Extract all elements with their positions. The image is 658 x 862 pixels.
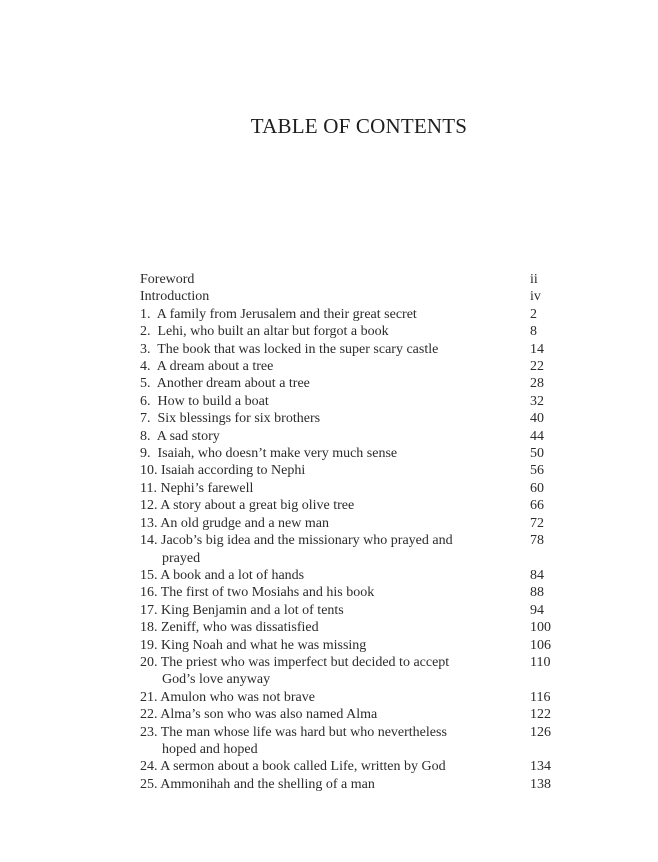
toc-entry (140, 288, 558, 305)
toc-entry-number: 22. (140, 707, 161, 723)
toc-entry-title: Amulon who was not brave (160, 689, 315, 705)
toc-entry-number: 14. (140, 533, 161, 549)
toc-entry-title: The first of two Mosiahs and his book (160, 585, 375, 601)
toc-entry-title-continued: prayed (162, 550, 201, 566)
toc-entry (140, 776, 558, 793)
toc-entry-number: 10. (140, 463, 161, 479)
toc-entry-number: 7. (140, 411, 158, 427)
toc-entry-title: The priest who was imperfect but decided to accept (160, 654, 450, 670)
toc-entry-title: Introduction (140, 289, 210, 305)
toc-entry-number: 19. (140, 637, 161, 653)
toc-entry-page-number: 88 (530, 585, 544, 601)
toc-entry-page-number: 100 (530, 620, 551, 636)
toc-entry-title: Jacob’s big idea and the missionary who prayed and (161, 533, 453, 549)
toc-entry (140, 602, 558, 619)
toc-entry-page-number: 50 (530, 446, 544, 462)
toc-entry (140, 532, 558, 567)
toc-entry-title: Lehi, who built an altar but forgot a book (157, 324, 389, 340)
toc-entry-number: 3. (140, 341, 158, 357)
toc-entry-page-number: 94 (530, 602, 544, 618)
toc-entry-page-number: 126 (530, 724, 551, 740)
toc-entry-number: 24. (140, 759, 161, 775)
toc-entry (140, 619, 558, 636)
toc-entry-page-number: 134 (530, 759, 551, 775)
toc-entry-title-continued: God’s love anyway (162, 672, 271, 688)
toc-entry-page-number: 28 (530, 376, 544, 392)
toc-entry-page-number: 22 (530, 359, 544, 375)
toc-entry-page-number: 106 (530, 637, 551, 653)
toc-entry-number: 5. (140, 376, 157, 392)
toc-entry (140, 428, 558, 445)
toc-entry-title: A story about a great big olive tree (160, 498, 355, 514)
toc-entry (140, 271, 558, 288)
toc-entry-number: 13. (140, 515, 161, 531)
toc-entry-number: 12. (140, 498, 161, 514)
toc-entry (140, 637, 558, 654)
toc-entry-page-number: 84 (530, 567, 544, 583)
toc-entry-title: A family from Jerusalem and their great secret (156, 306, 417, 322)
page-title: TABLE OF CONTENTS (250, 114, 468, 138)
toc-entry-number: 8. (140, 428, 157, 444)
toc-entry (140, 706, 558, 723)
toc-entry (140, 306, 558, 323)
toc-entry-number: 23. (140, 724, 161, 740)
toc-entry-page-number: ii (530, 272, 538, 287)
toc-entry-number: 20. (140, 654, 161, 670)
toc-entry (140, 393, 558, 410)
toc-entry (140, 689, 558, 706)
toc-entry (140, 480, 558, 497)
toc-entry-number: 16. (140, 585, 161, 601)
table-of-contents (140, 271, 558, 793)
toc-entry (140, 445, 558, 462)
toc-entry-title-continued: hoped and hoped (162, 741, 258, 757)
toc-entry-page-number: 2 (530, 306, 537, 322)
toc-entry (140, 375, 558, 392)
toc-entry-number: 1. (140, 306, 157, 322)
toc-entry-title: Isaiah according to Nephi (161, 463, 306, 479)
toc-entry-page-number: 56 (530, 463, 544, 479)
toc-entry (140, 341, 558, 358)
toc-entry-number: 25. (140, 776, 161, 792)
toc-entry (140, 358, 558, 375)
toc-entry-title: A dream about a tree (156, 359, 274, 375)
toc-entry-number: 6. (140, 393, 158, 409)
toc-entry (140, 724, 558, 759)
toc-entry-title: The book that was locked in the super scary castle (157, 341, 439, 357)
toc-entry-number: 21. (140, 689, 161, 705)
toc-entry-title: Foreword (140, 272, 195, 287)
toc-entry-title: Nephi’s farewell (160, 480, 254, 496)
toc-entry (140, 462, 558, 479)
toc-entry-title: King Benjamin and a lot of tents (161, 602, 344, 618)
toc-entry-number: 2. (140, 324, 158, 340)
toc-entry-title: Zeniff, who was dissatisfied (161, 620, 319, 636)
toc-entry-title: A book and a lot of hands (160, 567, 305, 583)
toc-entry (140, 515, 558, 532)
toc-entry (140, 654, 558, 689)
toc-entry-page-number: 8 (530, 324, 537, 340)
toc-entry-number: 9. (140, 446, 158, 462)
toc-entry-page-number: 116 (530, 689, 551, 705)
toc-entry-page-number: 66 (530, 498, 544, 514)
toc-entry-page-number: 14 (530, 341, 544, 357)
toc-entry-title: King Noah and what he was missing (161, 637, 367, 653)
toc-entry-title: Isaiah, who doesn’t make very much sense (157, 446, 398, 462)
toc-entry-page-number: iv (530, 289, 541, 305)
toc-entry-title: How to build a boat (157, 393, 269, 409)
toc-entry-title: Alma’s son who was also named Alma (160, 707, 378, 723)
toc-entry-title: Ammonihah and the shelling of a man (160, 776, 375, 792)
toc-entry (140, 584, 558, 601)
toc-entry-page-number: 72 (530, 515, 544, 531)
toc-entry-page-number: 122 (530, 707, 551, 723)
toc-entry (140, 323, 558, 340)
toc-entry (140, 567, 558, 584)
toc-entry-page-number: 40 (530, 411, 544, 427)
toc-entry-number: 18. (140, 620, 161, 636)
toc-entry-title: A sermon about a book called Life, written by God (160, 759, 446, 775)
toc-entry-page-number: 138 (530, 776, 551, 792)
toc-entry-number: 17. (140, 602, 161, 618)
toc-entry-number: 11. (140, 480, 161, 496)
toc-entry-title: Another dream about a tree (156, 376, 310, 392)
toc-entry-title: A sad story (156, 428, 220, 444)
toc-entry-number: 15. (140, 567, 161, 583)
toc-entry-page-number: 78 (530, 533, 544, 549)
toc-entry-number: 4. (140, 359, 157, 375)
toc-entry-page-number: 32 (530, 393, 544, 409)
toc-entry-title: The man whose life was hard but who nevertheless (160, 724, 447, 740)
toc-entry (140, 758, 558, 775)
toc-entry-page-number: 60 (530, 480, 544, 496)
toc-entry-page-number: 44 (530, 428, 544, 444)
toc-entry (140, 410, 558, 427)
toc-entry (140, 497, 558, 514)
toc-entry-title: Six blessings for six brothers (157, 411, 321, 427)
toc-entry-page-number: 110 (530, 654, 551, 670)
toc-entry-title: An old grudge and a new man (160, 515, 329, 531)
